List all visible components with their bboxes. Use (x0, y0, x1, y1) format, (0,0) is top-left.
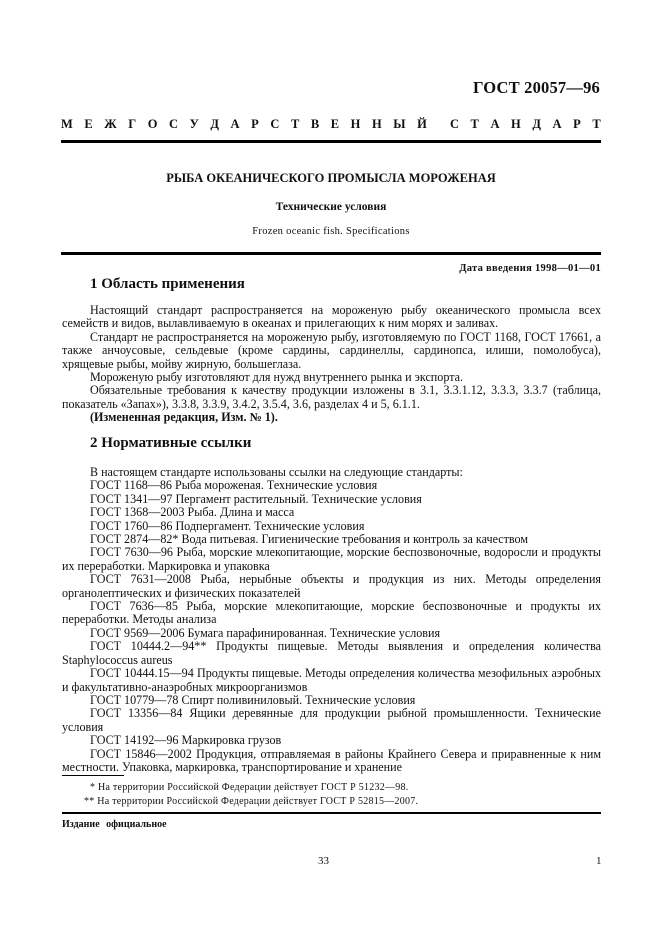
category-letter: У (189, 117, 199, 131)
official-edition-label: Издание официальное (62, 819, 167, 830)
section-1-heading: 1 Область применения (90, 276, 245, 292)
category-letter: Д (532, 117, 541, 131)
category-letter: С (169, 117, 179, 131)
category-letter: Т (290, 117, 300, 131)
paragraph: Мороженую рыбу изготовляют для нужд внутреннего рынка и экспорта. (90, 370, 464, 385)
category-letter: О (147, 117, 158, 131)
reference-item: ГОСТ 1168—86 Рыба мороженая. Технические условия (90, 478, 378, 493)
english-title: Frozen oceanic fish. Specifications (252, 226, 410, 237)
reference-item: ГОСТ 1760—86 Подпергамент. Технические условия (90, 518, 365, 533)
reference-item: ГОСТ 2874—82* Вода питьевая. Гигиенические требования и контроль за качеством (90, 532, 529, 547)
category-letter: В (310, 117, 320, 131)
category-letter: М (61, 117, 73, 131)
category-letter: Д (210, 117, 219, 131)
category-letter: Т (592, 117, 601, 131)
category-letter: Е (84, 117, 93, 131)
category-letter: А (230, 117, 240, 131)
category-letter: А (552, 117, 562, 131)
section-1-body (62, 304, 601, 425)
category-letter: С (270, 117, 280, 131)
category-letter: Г (128, 117, 137, 131)
paragraph: Настоящий стандарт распространяется на мороженую рыбу океанического промысла всех семейств и видов, вылавливаемую в океанах и прилегающих к ним морях и заливах. (62, 303, 601, 331)
category-letter: С (449, 117, 459, 131)
footnote: ** На территории Российской Федерации действует ГОСТ Р 52815—2007. (84, 796, 419, 807)
footnotes (62, 781, 601, 809)
section-2-heading: 2 Нормативные ссылки (90, 435, 252, 451)
page-number: 33 (318, 855, 329, 867)
document-subtitle: Технические условия (275, 201, 387, 213)
footer-rule (62, 812, 601, 814)
category-letter: Р (251, 117, 259, 131)
footnote: * На территории Российской Федерации действует ГОСТ Р 51232—98. (90, 782, 409, 793)
reference-item: ГОСТ 13356—84 Ящики деревянные для продукции рыбной промышленности. Технические условия (62, 706, 601, 734)
references-intro: В настоящем стандарте использованы ссылки на следующие стандарты: (90, 465, 463, 479)
reference-item: ГОСТ 7631—2008 Рыба, нерыбные объекты и продукция из них. Методы определения органолептических и физических показателей (62, 572, 601, 600)
reference-item: ГОСТ 9569—2006 Бумага парафинированная. Технические условия (90, 625, 441, 640)
category-letter: Й (417, 117, 427, 131)
introduction-date: Дата введения 1998—01—01 (459, 263, 601, 274)
reference-item: ГОСТ 10779—78 Спирт поливиниловый. Технические условия (90, 692, 416, 707)
reference-item: ГОСТ 10444.15—94 Продукты пищевые. Методы определения количества мезофильных аэробных и факультативно-анаэробных микроорганизмов (62, 666, 601, 694)
paragraph: Стандарт не распространяется на мороженую рыбу, изготовляемую по ГОСТ 1168, ГОСТ 17661, а также анчоусовые, сельдевые (кроме сардины, сардинеллы, сардинопса, илиши, помолобуса), хрящевые рыбы, мойву жирную, большеглаза. (62, 329, 601, 371)
header-rule (61, 140, 601, 143)
gost-code: ГОСТ 20057—96 (472, 78, 600, 97)
category-letter: Н (371, 117, 382, 131)
category-letter: Н (511, 117, 521, 131)
reference-item: ГОСТ 15846—2002 Продукция, отправляемая в районы Крайнего Севера и приравненные к ним местности. Упаковка, маркировка, транспортирование и хранение (62, 746, 601, 774)
category-letter: Ы (393, 117, 406, 131)
category-letter: Ж (104, 117, 117, 131)
reference-item: ГОСТ 7630—96 Рыба, морские млекопитающие, морские беспозвоночные, водоросли и продукты их переработки. Маркировка и упаковка (62, 545, 601, 573)
category-letter: Н (350, 117, 361, 131)
reference-item: ГОСТ 1341—97 Пергамент растительный. Технические условия (90, 491, 422, 506)
reference-item: ГОСТ 1368—2003 Рыба. Длина и масса (90, 505, 295, 520)
title-rule (61, 252, 601, 255)
section-2-body (62, 466, 601, 774)
category-letter: Е (330, 117, 340, 131)
reference-item: ГОСТ 7636—85 Рыба, морские млекопитающие, морские беспозвоночные и продукты их переработки. Методы анализа (62, 599, 601, 627)
sheet-number: 1 (596, 855, 602, 867)
paragraph: Обязательные требования к качеству продукции изложены в 3.1, 3.3.1.12, 3.3.3, 3.3.7 (таблица, показатель «Запах»), 3.3.8, 3.3.9, 3.4.2, 3.5.4, 3.6, разделах 4 и 5, 6.1.1. (62, 383, 601, 411)
category-letter: А (490, 117, 500, 131)
amendment-note: (Измененная редакция, Изм. № 1). (90, 410, 278, 425)
reference-item: ГОСТ 10444.2—94** Продукты пищевые. Методы выявления и определения количества Staphylococcus aureus (62, 639, 601, 667)
document-title: РЫБА ОКЕАНИЧЕСКОГО ПРОМЫСЛА МОРОЖЕНАЯ (166, 171, 496, 185)
standard-category (61, 117, 601, 132)
footnote-separator (62, 775, 124, 776)
category-letter: Т (470, 117, 479, 131)
category-letter: Р (573, 117, 581, 131)
reference-item: ГОСТ 14192—96 Маркировка грузов (90, 733, 282, 748)
